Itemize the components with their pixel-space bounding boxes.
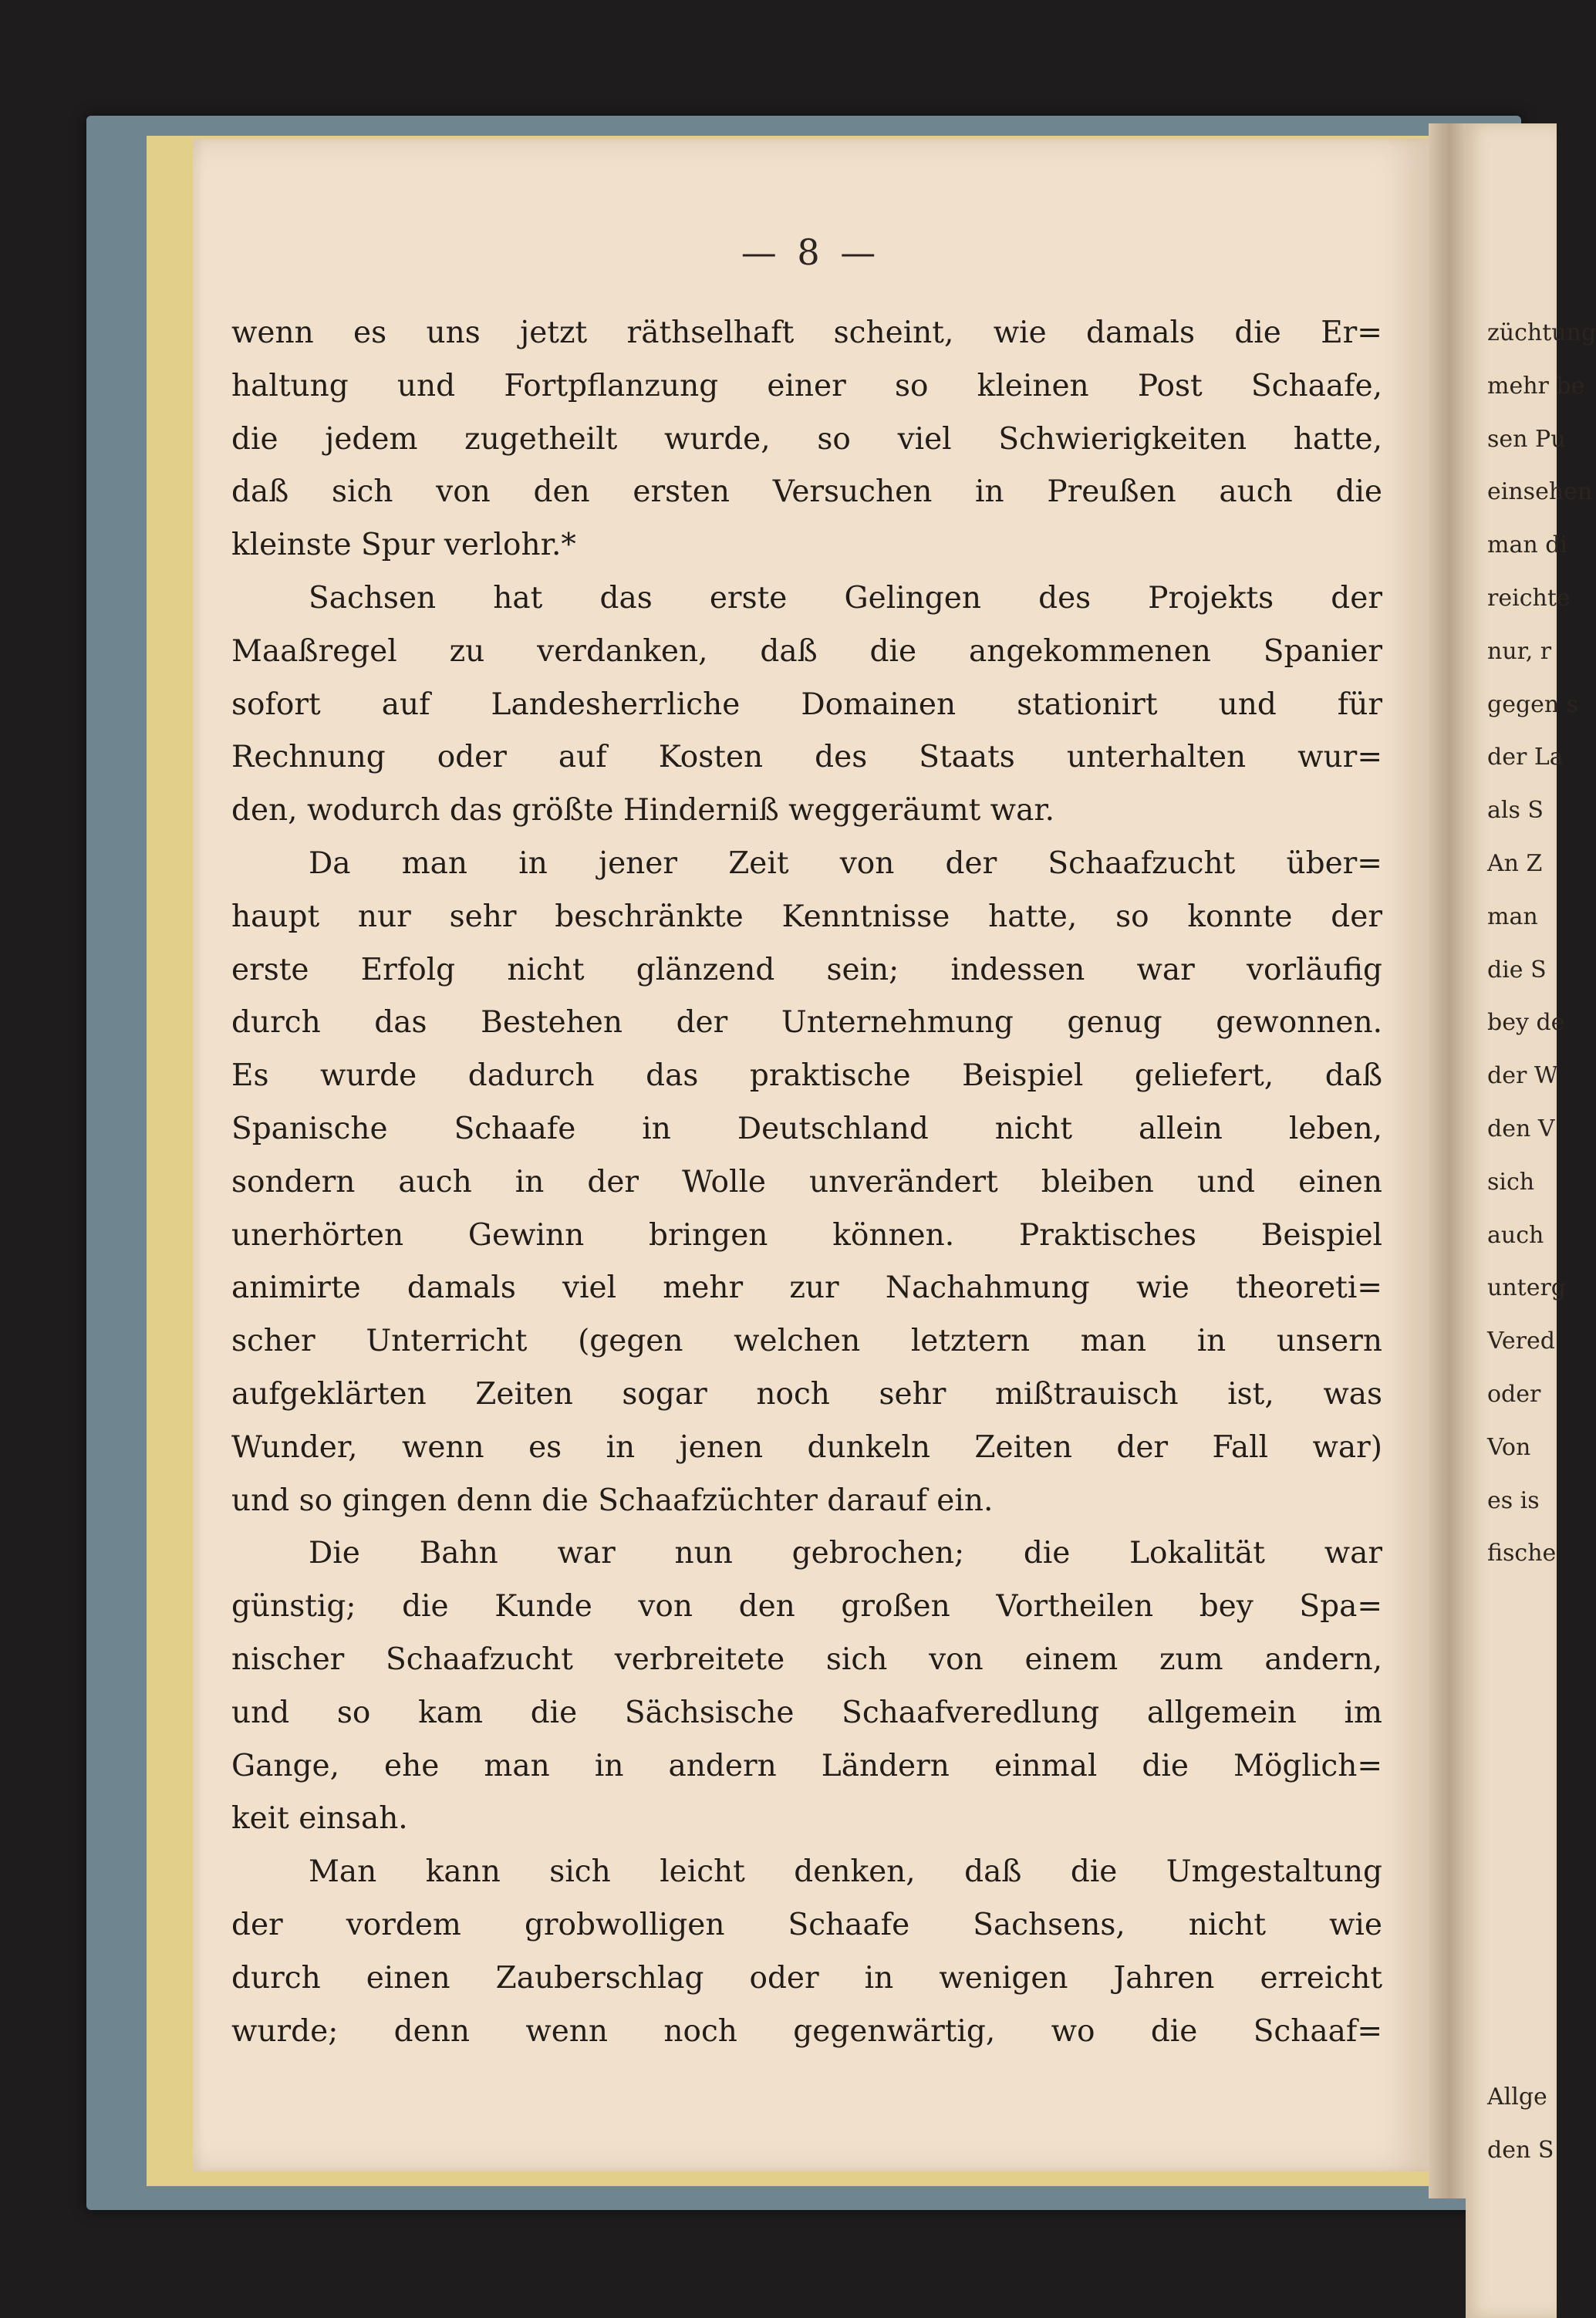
right-page-text-bottom: [1466, 2071, 1554, 2178]
right-page-fragment: der W: [1487, 1062, 1558, 1090]
right-page-fragment: es is: [1487, 1486, 1540, 1514]
text-line: der vordem grobwolligen Schaafe Sachsens, nicht wie: [231, 1907, 1382, 1942]
text-line: daß sich von den ersten Versuchen in Preußen auch die: [231, 474, 1382, 510]
right-page-fragment: Allge: [1487, 2084, 1547, 2110]
body-text: [231, 307, 1382, 2058]
right-page-fragment: sich: [1487, 1168, 1535, 1196]
text-line: haltung und Fortpflanzung einer so kleinen Post Schaafe,: [231, 368, 1382, 403]
text-line: animirte damals viel mehr zur Nachahmung wie theoreti=: [231, 1270, 1382, 1306]
right-page-fragment: nur, r: [1487, 637, 1552, 665]
text-line: erste Erfolg nicht glänzend sein; indessen war vorläufig: [231, 952, 1382, 987]
text-line: die jedem zugetheilt wurde, so viel Schwierigkeiten hatte,: [231, 421, 1382, 457]
text-line: unerhörten Gewinn bringen können. Praktisches Beispiel: [231, 1217, 1382, 1253]
right-page-text-top: [1466, 307, 1596, 1581]
right-page-fragment: bey de: [1487, 1009, 1565, 1037]
right-page-fragment: reichte: [1487, 584, 1571, 612]
right-page-fragment: sen Pu: [1487, 425, 1566, 453]
text-line: sondern auch in der Wolle unverändert bleiben und einen: [231, 1164, 1382, 1199]
text-line: den, wodurch das größte Hinderniß weggeräumt war.: [231, 793, 1055, 828]
text-line: nischer Schaafzucht verbreitete sich von einem zum andern,: [231, 1641, 1382, 1677]
right-page-fragment: man: [1487, 903, 1538, 930]
text-line: Wunder, wenn es in jenen dunkeln Zeiten der Fall war): [231, 1429, 1382, 1465]
text-line: Da man in jener Zeit von der Schaafzucht über=: [309, 845, 1382, 881]
right-page: [1466, 123, 1596, 2318]
text-line: günstig; die Kunde von den großen Vortheilen bey Spa=: [231, 1589, 1382, 1625]
text-line: durch einen Zauberschlag oder in wenigen Jahren erreicht: [231, 1960, 1382, 1996]
right-page-fragment: der La: [1487, 744, 1564, 771]
right-page-fragment: unterg: [1487, 1274, 1566, 1302]
text-line: Die Bahn war nun gebrochen; die Lokalität war: [309, 1536, 1382, 1571]
right-page-fragment: gegen s: [1487, 690, 1579, 718]
right-page-fragment: einsehen: [1487, 478, 1593, 506]
right-page-fragment: fische: [1487, 1540, 1557, 1567]
text-line: scher Unterricht (gegen welchen letztern man in unsern: [231, 1324, 1382, 1359]
text-line: Man kann sich leicht denken, daß die Umgestaltung: [309, 1854, 1382, 1890]
text-line: wurde; denn wenn noch gegenwärtig, wo die Schaaf=: [231, 2013, 1382, 2049]
right-page-fragment: Vered: [1487, 1328, 1555, 1355]
text-line: sofort auf Landesherrliche Domainen stationirt und für: [231, 687, 1382, 722]
text-line: und so kam die Sächsische Schaafveredlung allgemein im: [231, 1695, 1382, 1730]
text-line: aufgeklärten Zeiten sogar noch sehr mißtrauisch ist, was: [231, 1376, 1382, 1412]
right-page-fragment: als S: [1487, 797, 1544, 825]
text-line: Maaßregel zu verdanken, daß die angekommenen Spanier: [231, 633, 1382, 669]
text-line: Es wurde dadurch das praktische Beispiel geliefert, daß: [231, 1058, 1382, 1094]
text-line: Spanische Schaafe in Deutschland nicht allein leben,: [231, 1111, 1382, 1146]
text-line: Gange, ehe man in andern Ländern einmal die Möglich=: [231, 1748, 1382, 1783]
text-line: haupt nur sehr beschränkte Kenntnisse hatte, so konnte der: [231, 899, 1382, 934]
page-number: — 8 —: [741, 231, 881, 273]
text-line: Rechnung oder auf Kosten des Staats unterhalten wur=: [231, 740, 1382, 775]
right-page-fragment: auch: [1487, 1221, 1544, 1249]
text-line: Sachsen hat das erste Gelingen des Projekts der: [309, 580, 1382, 616]
text-line: und so gingen denn die Schaafzüchter darauf ein.: [231, 1483, 994, 1518]
text-line: keit einsah.: [231, 1801, 408, 1837]
right-page-fragment: den V: [1487, 1115, 1555, 1142]
text-line: durch das Bestehen der Unternehmung genug gewonnen.: [231, 1005, 1382, 1041]
right-page-fragment: die S: [1487, 956, 1547, 984]
text-line: wenn es uns jetzt räthselhaft scheint, wie damals die Er=: [231, 315, 1382, 350]
right-page-fragment: mehr be: [1487, 372, 1585, 400]
right-page-fragment: Von: [1487, 1433, 1531, 1461]
right-page-fragment: den S: [1487, 2136, 1554, 2164]
right-page-fragment: oder: [1487, 1380, 1541, 1408]
right-page-fragment: man di: [1487, 531, 1567, 559]
right-page-fragment: An Z: [1487, 849, 1543, 877]
text-line: kleinste Spur verlohr.*: [231, 528, 576, 563]
right-page-fragment: züchtung: [1487, 319, 1596, 346]
